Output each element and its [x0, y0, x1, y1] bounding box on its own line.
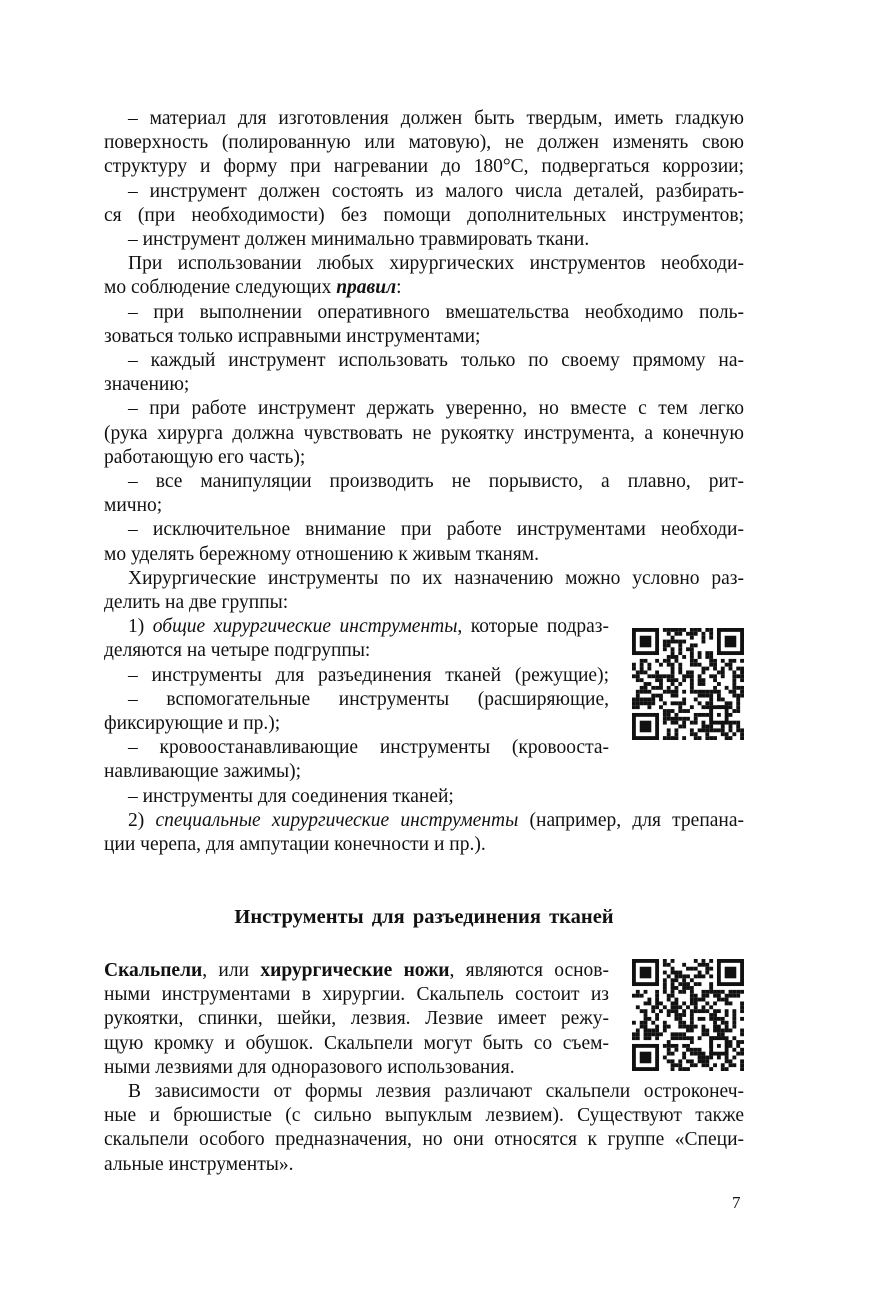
- emphasis-rules: правил: [336, 277, 397, 299]
- text-line: В зависимости от формы лезвия различают скальпели остроконеч-: [128, 1081, 744, 1103]
- text-line: – при работе инструмент держать уверенно, но вместе с тем легко: [128, 398, 744, 420]
- text-line: альные инструменты».: [104, 1153, 294, 1175]
- text-line: фиксирующие и пр.);: [104, 713, 281, 735]
- text-line: 1) общие хирургические инструменты, которые подраз-: [128, 616, 609, 638]
- text-line: Хирургические инструменты по их назначению можно условно раз-: [128, 567, 744, 589]
- text-line: Скальпели, или хирургические ножи, являются основ-: [104, 960, 610, 981]
- text-line: ся (при необходимости) без помощи дополнительных инструментов;: [104, 204, 744, 226]
- text-line: деляются на четыре подгруппы:: [104, 640, 371, 662]
- emphasis-special: специальные хирургические инструменты: [155, 809, 519, 831]
- text-line: – инструмент должен минимально травмировать ткани.: [128, 229, 590, 251]
- text-line: значению;: [104, 374, 190, 396]
- text-line: При использовании любых хирургических инструментов необходи-: [128, 253, 744, 275]
- text-line: – инструмент должен состоять из малого числа деталей, разбирать-: [128, 180, 744, 202]
- text-line: ными лезвиями для одноразового использования.: [104, 1056, 515, 1078]
- text-line: – инструменты для соединения тканей;: [128, 785, 454, 807]
- text-line: скальпели особого предназначения, но они относятся к группе «Специ-: [104, 1129, 744, 1151]
- text-line: ными инструментами в хирургии. Скальпель состоит из: [104, 984, 609, 1006]
- text-line: мо уделять бережному отношению к живым тканям.: [104, 543, 539, 565]
- text-line: структуру и форму при нагревании до 180°С, подвергаться коррозии;: [104, 156, 744, 178]
- text-line: делить на две группы:: [104, 592, 289, 614]
- text-line: (рука хирурга должна чувствовать не рукоятку инструмента, а конечную: [104, 422, 744, 444]
- text-line: – исключительное внимание при работе инструментами необходи-: [128, 519, 744, 541]
- text-line: – материал для изготовления должен быть твердым, иметь гладкую: [128, 108, 744, 129]
- text-line: – каждый инструмент использовать только по своему прямому на-: [128, 350, 744, 372]
- text-line: ции черепа, для ампутации конечности и пр.).: [104, 834, 486, 856]
- text-line: щую кромку и обушок. Скальпели могут быть со съем-: [104, 1032, 609, 1054]
- text-line: ные и брюшистые (с сильно выпуклым лезвием). Существуют также: [104, 1105, 744, 1127]
- text-line: мо соблюдение следующих правил:: [104, 277, 402, 299]
- text-line: зоваться только исправными инструментами;: [104, 325, 481, 347]
- text-line: 2) специальные хирургические инструменты (например, для трепана-: [128, 809, 744, 831]
- section-heading: Инструменты для разъединения тканей: [234, 906, 614, 928]
- page-number: 7: [732, 1193, 741, 1212]
- text-line: рукоятки, спинки, шейки, лезвия. Лезвие имеет режу-: [104, 1008, 609, 1030]
- emphasis-general: общие хирургические инструменты: [152, 616, 458, 638]
- qr-code-icon[interactable]: [632, 628, 744, 740]
- text-line: – при выполнении оперативного вмешательства необходимо поль-: [128, 301, 744, 323]
- qr-code-icon[interactable]: [632, 959, 744, 1071]
- text-line: – кровоостанавливающие инструменты (кровооста-: [128, 737, 609, 759]
- text-line: работающую его часть);: [104, 446, 306, 468]
- text-line: – вспомогательные инструменты (расширяющие,: [128, 688, 609, 710]
- text-line: навливающие зажимы);: [104, 761, 301, 783]
- body-text: [104, 107, 744, 857]
- text-line: мично;: [104, 495, 163, 517]
- text-line: – все манипуляции производить не порывисто, а плавно, рит-: [128, 471, 744, 493]
- text-line: поверхность (полированную или матовую), не должен изменять свою: [104, 132, 744, 154]
- text-line: – инструменты для разъединения тканей (режущие);: [128, 664, 609, 686]
